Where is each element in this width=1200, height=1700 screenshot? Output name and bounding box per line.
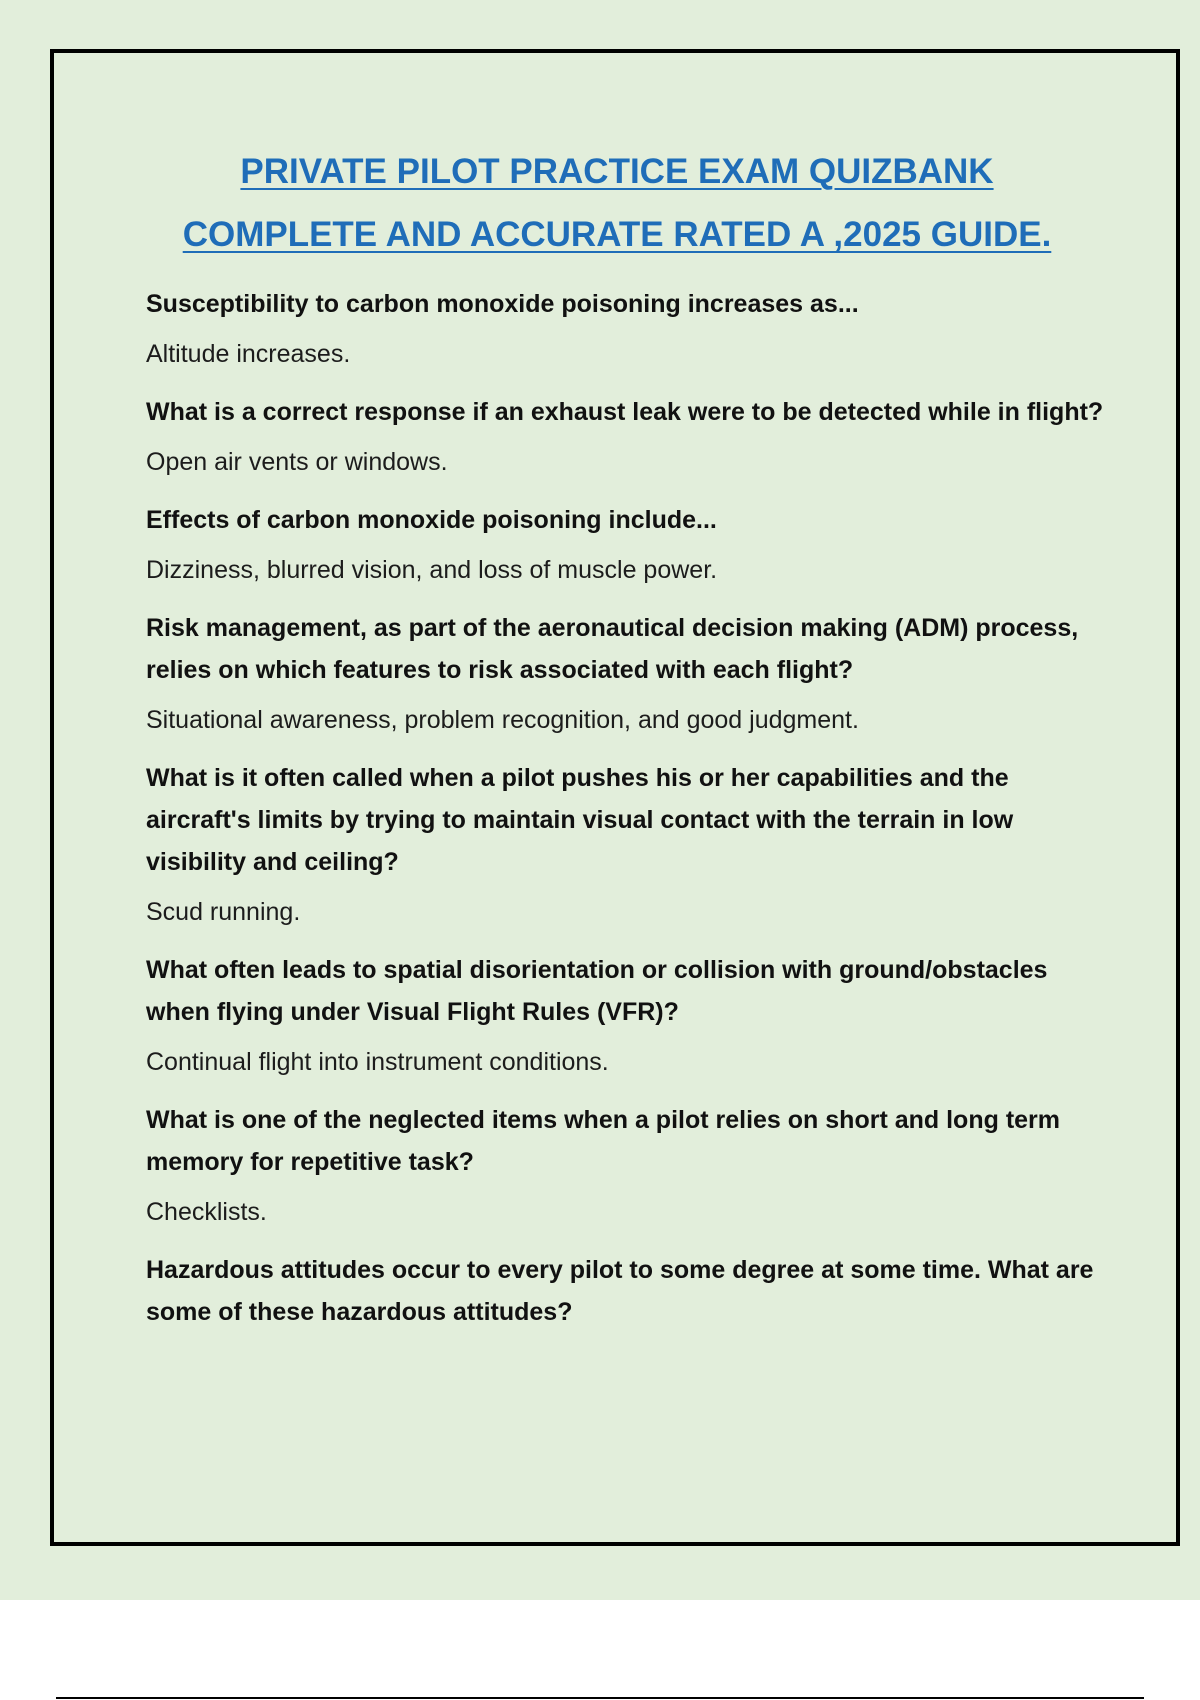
answer-1: Altitude increases. — [146, 340, 351, 368]
qa-list — [146, 283, 1106, 1345]
answer-4: Situational awareness, problem recognition, and good judgment. — [146, 706, 859, 734]
question-1: Susceptibility to carbon monoxide poisoning increases as... — [146, 290, 859, 318]
answer-5: Scud running. — [146, 898, 301, 926]
question-7: What is one of the neglected items when a pilot relies on short and long term memory for repetitive task? — [146, 1106, 1061, 1176]
answer-3: Dizziness, blurred vision, and loss of muscle power. — [146, 556, 718, 584]
answer-7: Checklists. — [146, 1198, 267, 1226]
question-2: What is a correct response if an exhaust leak were to be detected while in flight? — [146, 398, 1104, 426]
answer-6: Continual flight into instrument conditions. — [146, 1048, 609, 1076]
footer-rule — [56, 1697, 1144, 1699]
question-8: Hazardous attitudes occur to every pilot to some degree at some time. What are some of these hazardous attitudes? — [146, 1256, 1094, 1326]
question-6: What often leads to spatial disorientation or collision with ground/obstacles when flying under Visual Flight Rules (VFR)? — [146, 956, 1048, 1026]
question-5: What is it often called when a pilot pushes his or her capabilities and the aircraft's limits by trying to maintain visual contact with the terrain in low visibility and ceiling? — [146, 764, 1014, 876]
question-3: Effects of carbon monoxide poisoning include... — [146, 506, 717, 534]
question-4: Risk management, as part of the aeronautical decision making (ADM) process, relies on which features to risk associated with each flight? — [146, 614, 1079, 684]
title-line-2: COMPLETE AND ACCURATE RATED A ,2025 GUIDE. — [182, 215, 1052, 254]
title-line-1: PRIVATE PILOT PRACTICE EXAM QUIZBANK — [240, 152, 994, 191]
document-title — [0, 140, 1200, 266]
answer-2: Open air vents or windows. — [146, 448, 448, 476]
